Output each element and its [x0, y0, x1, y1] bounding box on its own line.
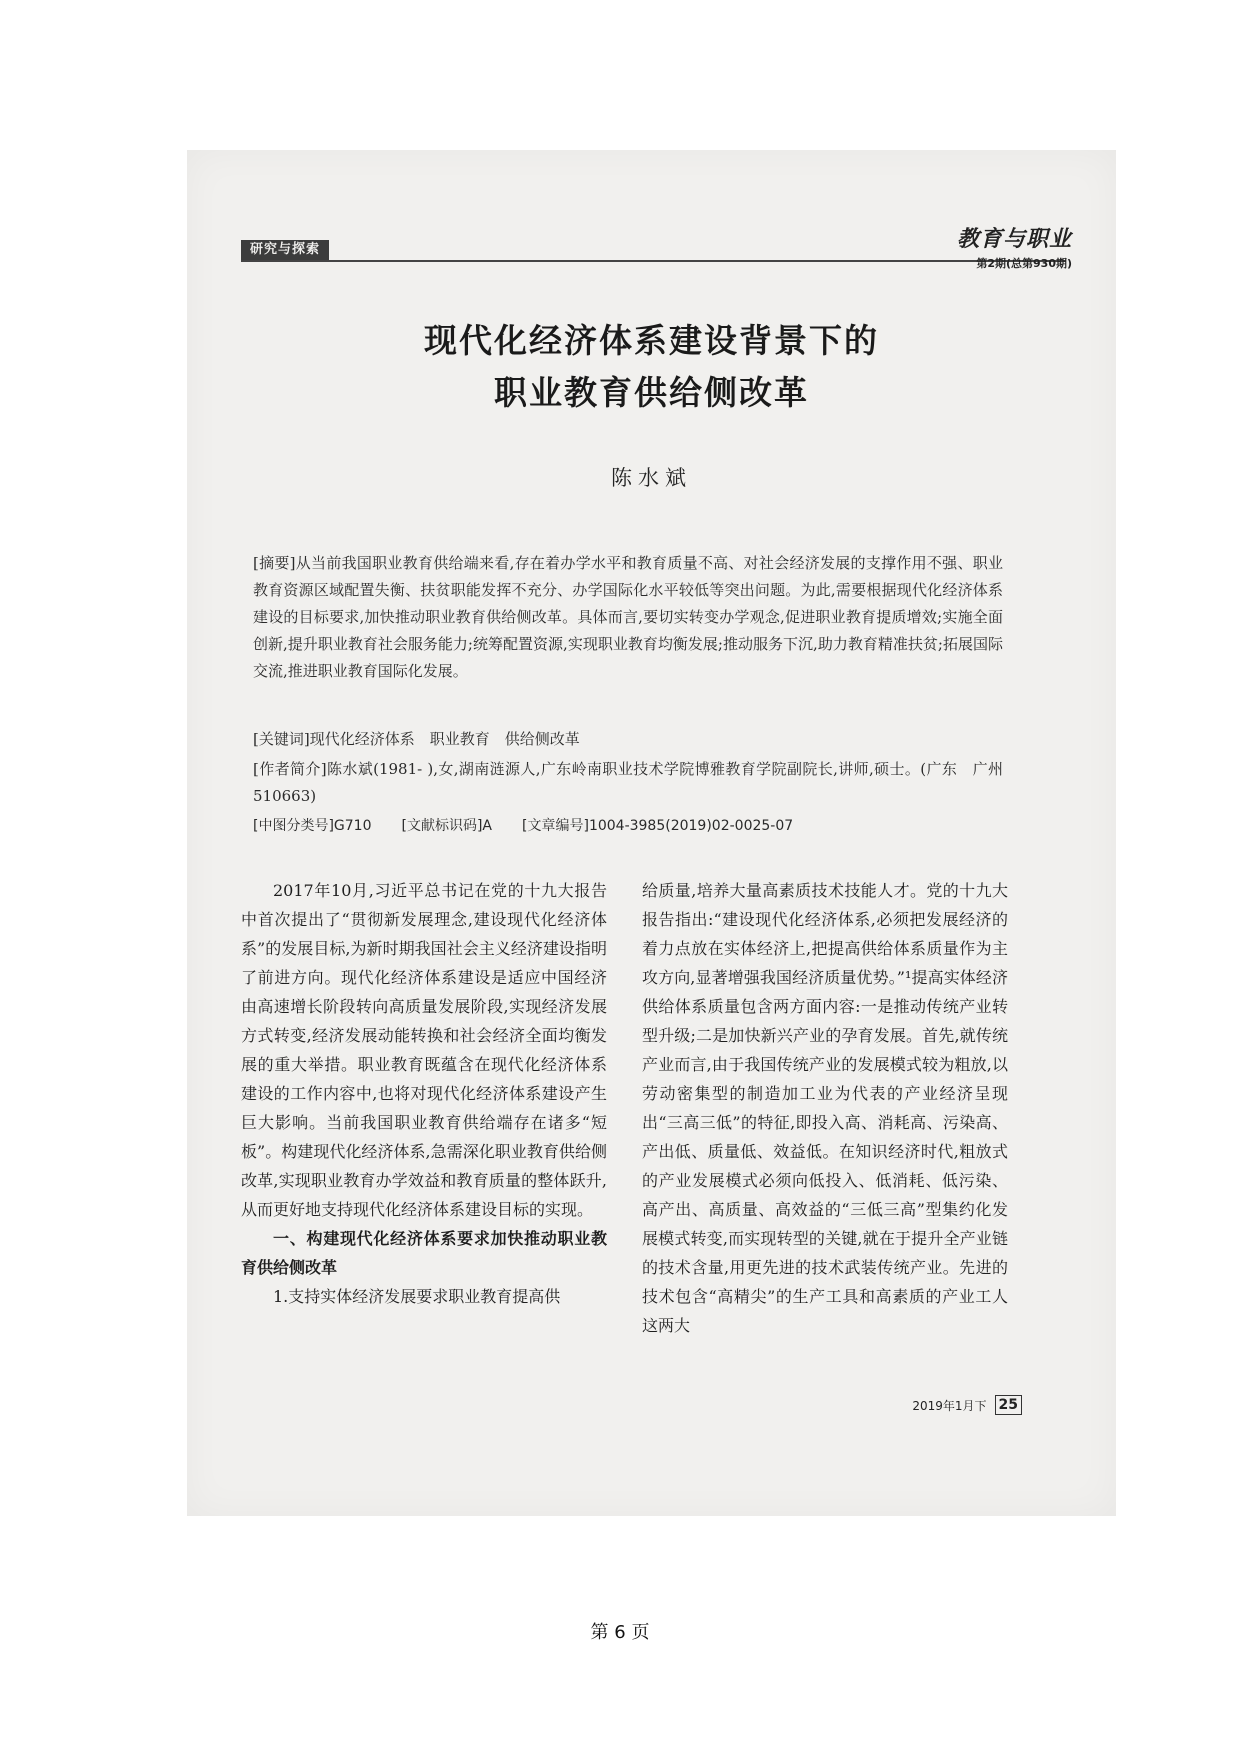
body-paragraph: 给质量,培养大量高素质技术技能人才。党的十九大报告指出:“建设现代化经济体系,必须把发展经济的着力点放在实体经济上,把提高供给体系质量作为主攻方向,显著增强我国经济质量优势。”¹提高实体经济供给体系质量包含两方面内容:一是推动传统产业转型升级;二是加快新兴产业的孕育发展。首先,就传统产业而言,由于我国传统产业的发展模式较为粗放,以劳动密集型的制造加工业为代表的产业经济呈现出“三高三低”的特征,即投入高、消耗高、污染高、产出低、质量低、效益低。在知识经济时代,粗放式的产业发展模式必须向低投入、低消耗、低污染、高产出、高质量、高效益的“三低三高”型集约化发展模式转变,而实现转型的关键,就在于提升全产业链的技术含量,用更先进的技术武装传统产业。先进的技术包含“高精尖”的生产工具和高素质的产业工人这两大: [642, 881, 1008, 1335]
journal-page-number: 25: [995, 1395, 1022, 1415]
journal-header: [957, 222, 1072, 271]
page-footer: [912, 1395, 1022, 1415]
author-bio: [作者简介]陈水斌(1981- ),女,湖南涟源人,广东岭南职业技术学院博雅教育学院副院长,讲师,硕士。(广东 广州 510663): [253, 760, 1019, 805]
scanned-page: [187, 150, 1116, 1516]
title-line-1: 现代化经济体系建设背景下的: [424, 321, 879, 360]
document-page-label: 第 6 页: [590, 1622, 650, 1643]
section-label: 研究与探索: [241, 240, 329, 260]
classification-row: [253, 813, 1003, 840]
body-column-left: [241, 876, 607, 1311]
article-number: [文章编号]1004-3985(2019)02-0025-07: [522, 818, 794, 834]
body-column-right: [642, 876, 1008, 1340]
subsection-heading: 1.支持实体经济发展要求职业教育提高供: [273, 1287, 561, 1306]
journal-title: 教育与职业: [956, 226, 1072, 252]
issue-number: 第2期(总第930期): [976, 257, 1072, 270]
clc-number: [中图分类号]G710: [253, 818, 372, 834]
header-rule: [241, 260, 1066, 262]
body-paragraph: 2017年10月,习近平总书记在党的十九大报告中首次提出了“贯彻新发展理念,建设现代化经济体系”的发展目标,为新时期我国社会主义经济建设指明了前进方向。现代化经济体系建设是适应中国经济由高速增长阶段转向高质量发展阶段,实现经济发展方式转变,经济发展动能转换和社会经济全面均衡发展的重大举措。职业教育既蕴含在现代化经济体系建设的工作内容中,也将对现代化经济体系建设产生巨大影响。当前我国职业教育供给端存在诸多“短板”。构建现代化经济体系,急需深化职业教育供给侧改革,实现职业教育办学效益和教育质量的整体跃升,从而更好地支持现代化经济体系建设目标的实现。: [241, 881, 607, 1219]
article-title: [187, 315, 1116, 419]
article-author: 陈水斌: [611, 466, 692, 490]
keywords: [关键词]现代化经济体系 职业教育 供给侧改革: [253, 730, 580, 748]
title-line-2: 职业教育供给侧改革: [494, 373, 809, 412]
section-heading: 一、构建现代化经济体系要求加快推动职业教育供给侧改革: [241, 1229, 607, 1277]
issue-date: 2019年1月下: [912, 1398, 987, 1413]
abstract: [摘要]从当前我国职业教育供给端来看,存在着办学水平和教育质量不高、对社会经济发展的支撑作用不强、职业教育资源区域配置失衡、扶贫职能发挥不充分、办学国际化水平较低等突出问题。为此,需要根据现代化经济体系建设的目标要求,加快推动职业教育供给侧改革。具体而言,要切实转变办学观念,促进职业教育提质增效;实施全面创新,提升职业教育社会服务能力;统筹配置资源,实现职业教育均衡发展;推动服务下沉,助力教育精准扶贫;拓展国际交流,推进职业教育国际化发展。: [253, 554, 1003, 680]
document-code: [文献标识码]A: [401, 818, 493, 834]
